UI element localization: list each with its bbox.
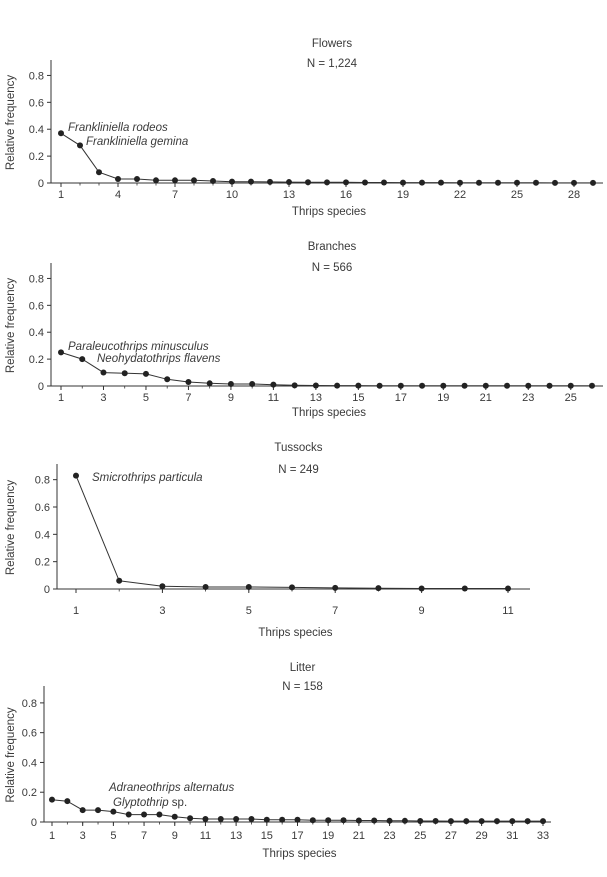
data-point <box>355 383 361 389</box>
data-point <box>398 383 404 389</box>
x-tick-label: 9 <box>171 830 178 842</box>
data-point <box>419 585 425 591</box>
y-tick-label: 0.4 <box>34 529 50 542</box>
y-tick-label: 0 <box>30 817 37 829</box>
data-point <box>419 383 425 389</box>
species-annotation <box>86 136 188 148</box>
data-point <box>203 584 209 590</box>
x-tick-label: 7 <box>141 830 148 842</box>
data-point <box>334 383 340 389</box>
data-point <box>187 815 193 821</box>
chart-title: Flowers <box>311 38 353 50</box>
data-point <box>153 177 159 183</box>
data-point <box>156 812 162 818</box>
data-point <box>289 584 295 590</box>
y-tick-label: 0 <box>37 381 44 393</box>
data-point <box>77 142 83 148</box>
x-tick-label: 5 <box>142 392 150 404</box>
chart-sample-size: N = 158 <box>282 681 323 693</box>
data-point <box>134 176 140 182</box>
chart-sample-size: N = 1,224 <box>306 58 358 70</box>
data-point <box>476 180 482 186</box>
x-tick-label: 13 <box>230 830 243 842</box>
x-tick-label: 3 <box>100 392 107 404</box>
annotation-segment: sp. <box>168 797 188 809</box>
chart-title: Branches <box>307 241 357 253</box>
data-point <box>264 817 270 823</box>
data-point <box>483 383 489 389</box>
x-tick-label: 19 <box>437 392 450 404</box>
data-point <box>457 180 463 186</box>
data-point <box>228 381 234 387</box>
species-annotation <box>97 353 221 365</box>
chart-panel-tussocks <box>5 442 530 639</box>
x-tick-label: 3 <box>159 605 166 617</box>
data-point <box>80 807 86 813</box>
data-point <box>229 179 235 185</box>
data-point <box>371 818 377 824</box>
data-point <box>96 169 102 175</box>
data-point <box>191 177 197 183</box>
data-point <box>249 381 255 387</box>
y-axis-title: Relative frequency <box>5 479 17 576</box>
data-point <box>110 809 116 815</box>
data-point <box>332 585 338 591</box>
x-tick-label: 22 <box>453 189 467 201</box>
species-annotation <box>92 472 203 484</box>
y-axis-title: Relative frequency <box>5 707 17 803</box>
data-point <box>590 180 596 186</box>
data-point <box>504 383 510 389</box>
x-tick-label: 1 <box>57 392 65 404</box>
data-point <box>463 818 469 824</box>
annotation-segment: Neohydatothrips flavens <box>97 353 221 365</box>
x-tick-label: 9 <box>227 392 234 404</box>
data-point <box>505 585 511 591</box>
data-point <box>310 817 316 823</box>
y-tick-label: 0 <box>37 178 44 190</box>
data-point <box>479 818 485 824</box>
y-tick-label: 0.4 <box>28 124 44 137</box>
data-point <box>433 818 439 824</box>
x-tick-label: 3 <box>79 830 86 842</box>
data-point <box>159 583 165 589</box>
data-point <box>462 383 468 389</box>
x-tick-label: 17 <box>291 830 304 842</box>
data-point <box>79 356 85 362</box>
x-axis-title: Thrips species <box>291 407 367 419</box>
data-point <box>533 180 539 186</box>
x-tick-label: 29 <box>475 830 488 842</box>
data-point <box>547 383 553 389</box>
data-point <box>495 180 501 186</box>
x-tick-label: 23 <box>383 830 396 842</box>
y-tick-label: 0.8 <box>21 697 37 710</box>
data-point <box>402 818 408 824</box>
data-point <box>64 798 70 804</box>
data-point <box>218 816 224 822</box>
data-point <box>343 179 349 185</box>
x-tick-label: 19 <box>322 830 335 842</box>
data-point <box>116 578 122 584</box>
data-point <box>122 370 128 376</box>
data-point <box>514 180 520 186</box>
data-point <box>143 371 149 377</box>
data-point <box>267 179 273 185</box>
data-point <box>525 818 531 824</box>
x-tick-label: 11 <box>199 830 212 842</box>
data-point <box>387 818 393 824</box>
data-point <box>400 180 406 186</box>
x-tick-label: 28 <box>567 189 581 201</box>
data-point <box>246 584 252 590</box>
data-point <box>292 382 298 388</box>
data-point <box>568 383 574 389</box>
y-tick-label: 0.6 <box>28 97 44 110</box>
chart-title: Litter <box>289 662 316 674</box>
data-point <box>325 817 331 823</box>
data-point <box>164 376 170 382</box>
y-tick-label: 0.4 <box>21 757 37 770</box>
data-point <box>233 816 239 822</box>
data-point <box>202 816 208 822</box>
x-tick-label: 17 <box>394 392 407 404</box>
x-tick-label: 10 <box>225 189 239 201</box>
x-tick-label: 13 <box>309 392 323 404</box>
x-tick-label: 15 <box>260 830 273 842</box>
x-tick-label: 21 <box>479 392 492 404</box>
data-point <box>172 814 178 820</box>
y-tick-label: 0.2 <box>34 556 50 569</box>
data-point <box>438 180 444 186</box>
y-tick-label: 0.2 <box>28 354 44 367</box>
x-tick-label: 16 <box>339 189 353 201</box>
y-tick-label: 0.4 <box>28 327 44 340</box>
data-point <box>448 818 454 824</box>
data-point <box>440 383 446 389</box>
x-tick-label: 13 <box>282 189 296 201</box>
x-tick-label: 31 <box>506 830 519 842</box>
annotation-segment: Adraneothrips alternatus <box>109 782 235 794</box>
y-axis-title: Relative frequency <box>5 277 17 374</box>
annotation-segment: Smicrothrips particula <box>92 472 203 484</box>
species-annotation <box>68 122 168 134</box>
chart-sample-size: N = 566 <box>311 262 353 274</box>
chart-panel-flowers <box>5 38 603 218</box>
chart-panel-litter <box>5 662 551 860</box>
x-tick-label: 1 <box>57 189 65 201</box>
data-point <box>172 177 178 183</box>
data-point <box>141 812 147 818</box>
data-point <box>248 816 254 822</box>
y-tick-label: 0 <box>43 584 50 596</box>
y-tick-label: 0.6 <box>34 502 50 514</box>
species-annotation <box>108 782 235 794</box>
data-point <box>324 179 330 185</box>
data-point <box>286 179 292 185</box>
x-tick-label: 7 <box>185 392 192 404</box>
data-point <box>571 180 577 186</box>
data-point <box>377 383 383 389</box>
annotation-segment: Paraleucothrips minusculus <box>68 341 209 353</box>
x-tick-label: 4 <box>114 189 122 201</box>
y-tick-label: 0.8 <box>34 474 50 487</box>
data-point <box>552 180 558 186</box>
x-tick-label: 15 <box>352 392 365 404</box>
data-point <box>525 383 531 389</box>
data-point <box>73 473 79 479</box>
x-tick-label: 27 <box>444 830 458 842</box>
data-point <box>540 818 546 824</box>
species-annotation <box>113 797 187 809</box>
data-point <box>185 379 191 385</box>
data-point <box>313 382 319 388</box>
x-tick-label: 5 <box>110 830 117 842</box>
x-tick-label: 7 <box>171 189 179 201</box>
chart-sample-size: N = 249 <box>278 464 319 476</box>
data-point <box>100 370 106 376</box>
x-tick-label: 1 <box>72 605 80 617</box>
species-annotation <box>68 341 209 353</box>
x-tick-label: 11 <box>502 605 514 617</box>
annotation-segment: Glyptothrip <box>113 797 169 809</box>
data-point <box>115 176 121 182</box>
annotation-segment: Frankliniella rodeos <box>68 122 168 134</box>
data-point <box>58 130 64 136</box>
data-point <box>126 812 132 818</box>
y-tick-label: 0.2 <box>21 787 37 800</box>
data-point <box>419 180 425 186</box>
data-point <box>362 179 368 185</box>
data-point <box>417 818 423 824</box>
data-point <box>295 817 301 823</box>
data-point <box>207 380 213 386</box>
data-point <box>270 382 276 388</box>
data-point <box>58 349 64 355</box>
x-tick-label: 11 <box>267 392 280 404</box>
y-tick-label: 0.8 <box>28 273 44 286</box>
y-tick-label: 0.2 <box>28 151 44 164</box>
series-line <box>76 476 508 589</box>
data-point <box>341 817 347 823</box>
data-point <box>509 818 515 824</box>
y-axis-title: Relative frequency <box>5 74 17 171</box>
x-tick-label: 25 <box>510 189 524 201</box>
data-point <box>95 807 101 813</box>
x-tick-label: 23 <box>522 392 535 404</box>
chart-panel-branches <box>5 241 603 419</box>
data-point <box>305 179 311 185</box>
y-tick-label: 0.6 <box>21 727 37 740</box>
data-point <box>356 818 362 824</box>
data-point <box>279 817 285 823</box>
y-tick-label: 0.8 <box>28 70 44 83</box>
data-point <box>381 179 387 185</box>
x-axis-title: Thrips species <box>291 206 367 218</box>
annotation-segment: Frankliniella gemina <box>86 136 189 148</box>
data-point <box>248 179 254 185</box>
x-tick-label: 21 <box>352 830 365 842</box>
x-tick-label: 25 <box>414 830 427 842</box>
data-point <box>375 585 381 591</box>
x-tick-label: 5 <box>245 605 252 617</box>
x-tick-label: 7 <box>332 605 339 617</box>
data-point <box>210 178 216 184</box>
x-tick-label: 25 <box>564 392 577 404</box>
chart-title: Tussocks <box>274 442 323 454</box>
data-point <box>494 818 500 824</box>
x-tick-label: 19 <box>396 189 410 201</box>
x-axis-title: Thrips species <box>258 627 333 639</box>
data-point <box>589 383 595 389</box>
x-tick-label: 33 <box>536 830 550 842</box>
x-tick-label: 9 <box>418 605 425 617</box>
x-tick-label: 1 <box>48 830 56 842</box>
data-point <box>462 585 468 591</box>
x-axis-title: Thrips species <box>262 848 337 860</box>
y-tick-label: 0.6 <box>28 300 44 313</box>
data-point <box>49 797 55 803</box>
